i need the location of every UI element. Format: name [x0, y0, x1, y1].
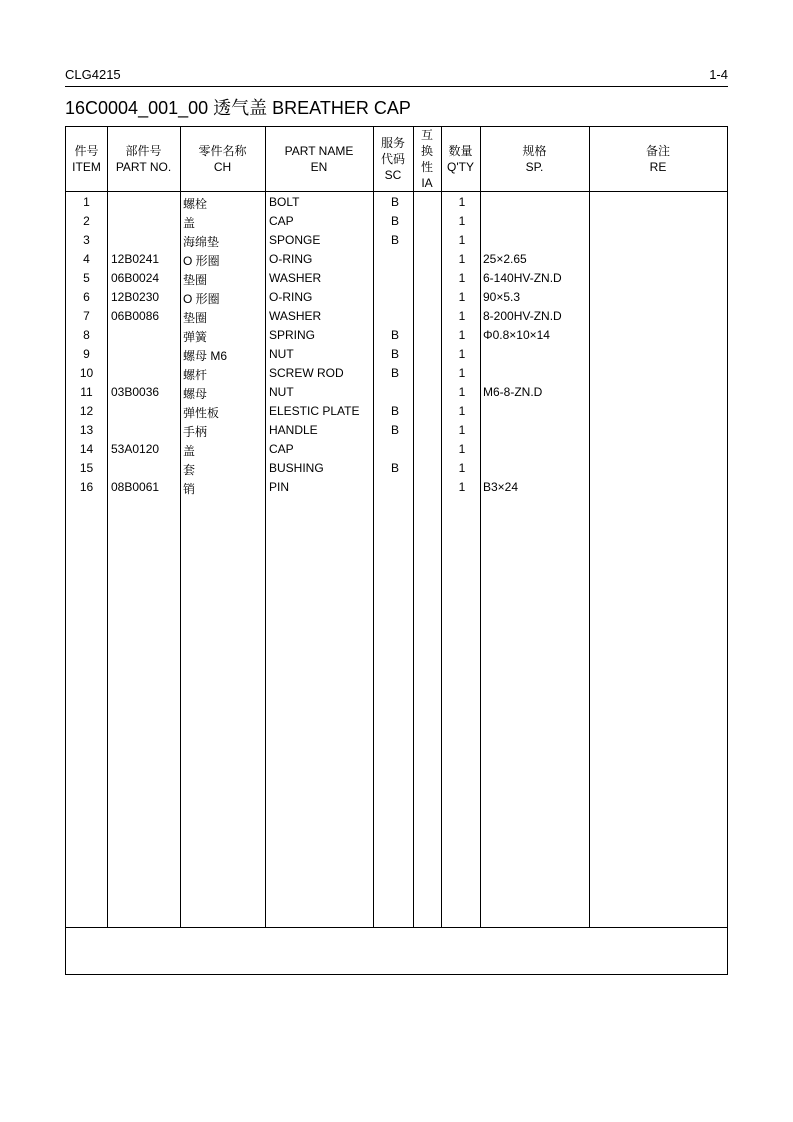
sp-cell: 6-140HV-ZN.D: [483, 271, 562, 285]
table-row: [66, 345, 727, 364]
qty-cell: 1: [458, 252, 466, 266]
qty-cell: 1: [458, 366, 466, 380]
sc-cell: B: [390, 461, 399, 475]
table-row: [66, 269, 727, 288]
column-header-line: 代码: [380, 152, 405, 166]
table-row: [66, 478, 727, 497]
name-ch-cell: 螺杆: [183, 368, 208, 382]
column-divider: [107, 127, 108, 927]
column-header-line: PART NO.: [115, 160, 172, 174]
column-header-line: 规格: [522, 144, 547, 158]
name-en-cell: CAP: [269, 214, 294, 228]
parts-rows: [66, 193, 727, 497]
name-ch-cell: 盖: [183, 444, 196, 458]
column-header-line: EN: [310, 160, 328, 174]
header-row-divider: [66, 191, 727, 192]
name-ch-cell: 螺栓: [183, 197, 208, 211]
table-row: [66, 421, 727, 440]
column-divider: [589, 127, 590, 927]
sc-cell: B: [390, 328, 399, 342]
part-no-cell: 53A0120: [111, 442, 160, 456]
model-code: CLG4215: [65, 67, 121, 82]
qty-cell: 1: [458, 328, 466, 342]
sc-cell: B: [390, 195, 399, 209]
item-cell: 4: [83, 252, 90, 266]
qty-cell: 1: [458, 442, 466, 456]
name-en-cell: SPONGE: [269, 233, 321, 247]
column-divider: [180, 127, 181, 927]
item-cell: 13: [79, 423, 94, 437]
sc-cell: B: [390, 347, 399, 361]
part-no-cell: 03B0036: [111, 385, 160, 399]
item-cell: 12: [79, 404, 94, 418]
header-divider: [65, 86, 728, 87]
name-en-cell: HANDLE: [269, 423, 318, 437]
column-header-qty: [441, 127, 480, 191]
name-en-cell: O-RING: [269, 252, 313, 266]
qty-cell: 1: [458, 423, 466, 437]
table-row: [66, 250, 727, 269]
name-en-cell: WASHER: [269, 309, 322, 323]
sp-cell: 90×5.3: [483, 290, 521, 304]
column-header-line: IA: [421, 176, 433, 190]
item-cell: 10: [79, 366, 94, 380]
column-header-line: SP.: [525, 160, 544, 174]
column-divider: [373, 127, 374, 927]
sp-cell: Φ0.8×10×14: [483, 328, 550, 342]
footer-divider: [66, 927, 727, 928]
name-ch-cell: 螺母 M6: [183, 349, 228, 363]
column-header-sp: [480, 127, 589, 191]
column-header-line: 部件号: [125, 144, 162, 158]
column-header-line: ITEM: [72, 160, 101, 174]
table-row: [66, 459, 727, 478]
item-cell: 6: [83, 290, 90, 304]
qty-cell: 1: [458, 271, 466, 285]
parts-table: [65, 126, 728, 975]
column-header-line: 换: [420, 144, 433, 158]
page-title: 16C0004_001_00 透气盖 BREATHER CAP: [65, 98, 411, 118]
name-ch-cell: 手柄: [183, 425, 208, 439]
name-en-cell: BUSHING: [269, 461, 324, 475]
item-cell: 11: [80, 385, 93, 399]
qty-cell: 1: [458, 233, 466, 247]
sp-cell: 25×2.65: [483, 252, 527, 266]
table-row: [66, 326, 727, 345]
sp-cell: M6-8-ZN.D: [483, 385, 543, 399]
name-en-cell: BOLT: [269, 195, 300, 209]
qty-cell: 1: [458, 290, 466, 304]
item-cell: 5: [83, 271, 90, 285]
page-number: 1-4: [709, 67, 728, 82]
item-cell: 16: [79, 480, 94, 494]
table-row: [66, 288, 727, 307]
column-header-line: 互: [420, 128, 433, 142]
item-cell: 15: [79, 461, 94, 475]
column-divider: [265, 127, 266, 927]
item-cell: 7: [83, 309, 90, 323]
name-ch-cell: 弹簧: [183, 330, 208, 344]
sp-cell: B3×24: [483, 480, 519, 494]
qty-cell: 1: [458, 195, 466, 209]
column-header-part-no: [107, 127, 180, 191]
part-no-cell: 06B0086: [111, 309, 160, 323]
part-no-cell: 06B0024: [111, 271, 160, 285]
name-ch-cell: O 形圈: [183, 292, 220, 306]
column-divider: [480, 127, 481, 927]
column-header-item: [66, 127, 107, 191]
qty-cell: 1: [458, 309, 466, 323]
column-header-line: PART NAME: [284, 144, 354, 158]
column-header-line: SC: [384, 168, 402, 182]
name-en-cell: PIN: [269, 480, 290, 494]
part-no-cell: 08B0061: [111, 480, 160, 494]
table-row: [66, 307, 727, 326]
qty-cell: 1: [458, 214, 466, 228]
column-header-name-en: [265, 127, 373, 191]
table-row: [66, 364, 727, 383]
sp-cell: 8-200HV-ZN.D: [483, 309, 562, 323]
part-no-cell: 12B0230: [111, 290, 160, 304]
table-row: [66, 440, 727, 459]
item-cell: 9: [83, 347, 90, 361]
sc-cell: B: [390, 214, 399, 228]
item-cell: 8: [83, 328, 90, 342]
column-divider: [413, 127, 414, 927]
table-row: [66, 402, 727, 421]
item-cell: 1: [83, 195, 90, 209]
table-row: [66, 231, 727, 250]
column-header-line: 件号: [74, 144, 99, 158]
qty-cell: 1: [458, 385, 466, 399]
column-header-line: Q'TY: [447, 160, 474, 174]
column-header-ia: [413, 127, 441, 191]
name-ch-cell: 海绵垫: [183, 235, 220, 249]
item-cell: 14: [79, 442, 94, 456]
name-ch-cell: 弹性板: [183, 406, 220, 420]
table-row: [66, 212, 727, 231]
name-ch-cell: O 形圈: [183, 254, 220, 268]
column-header-line: 服务: [380, 136, 405, 150]
name-en-cell: WASHER: [269, 271, 322, 285]
name-ch-cell: 垫圈: [183, 311, 208, 325]
column-header-line: 备注: [645, 144, 670, 158]
table-row: [66, 383, 727, 402]
sc-cell: B: [390, 423, 399, 437]
name-en-cell: CAP: [269, 442, 294, 456]
item-cell: 2: [83, 214, 90, 228]
sc-cell: B: [390, 366, 399, 380]
qty-cell: 1: [458, 461, 466, 475]
column-header-name-ch: [180, 127, 265, 191]
column-header-line: CH: [213, 160, 232, 174]
column-header-line: RE: [649, 160, 667, 174]
name-ch-cell: 螺母: [183, 387, 208, 401]
item-cell: 3: [83, 233, 90, 247]
qty-cell: 1: [458, 404, 466, 418]
name-en-cell: O-RING: [269, 290, 313, 304]
name-en-cell: SPRING: [269, 328, 316, 342]
name-ch-cell: 垫圈: [183, 273, 208, 287]
table-row: [66, 193, 727, 212]
sc-cell: B: [390, 233, 399, 247]
column-header-line: 数量: [448, 144, 473, 158]
name-en-cell: NUT: [269, 385, 294, 399]
qty-cell: 1: [458, 480, 466, 494]
name-en-cell: SCREW ROD: [269, 366, 344, 380]
qty-cell: 1: [458, 347, 466, 361]
column-header-re: [589, 127, 727, 191]
column-header-line: 零件名称: [198, 144, 247, 158]
sc-cell: B: [390, 404, 399, 418]
column-header-line: 性: [420, 160, 433, 174]
name-en-cell: ELESTIC PLATE: [269, 404, 360, 418]
column-header-sc: [373, 127, 413, 191]
name-ch-cell: 盖: [183, 216, 196, 230]
part-no-cell: 12B0241: [111, 252, 160, 266]
name-ch-cell: 套: [183, 463, 196, 477]
name-ch-cell: 销: [183, 482, 196, 496]
name-en-cell: NUT: [269, 347, 294, 361]
column-divider: [441, 127, 442, 927]
